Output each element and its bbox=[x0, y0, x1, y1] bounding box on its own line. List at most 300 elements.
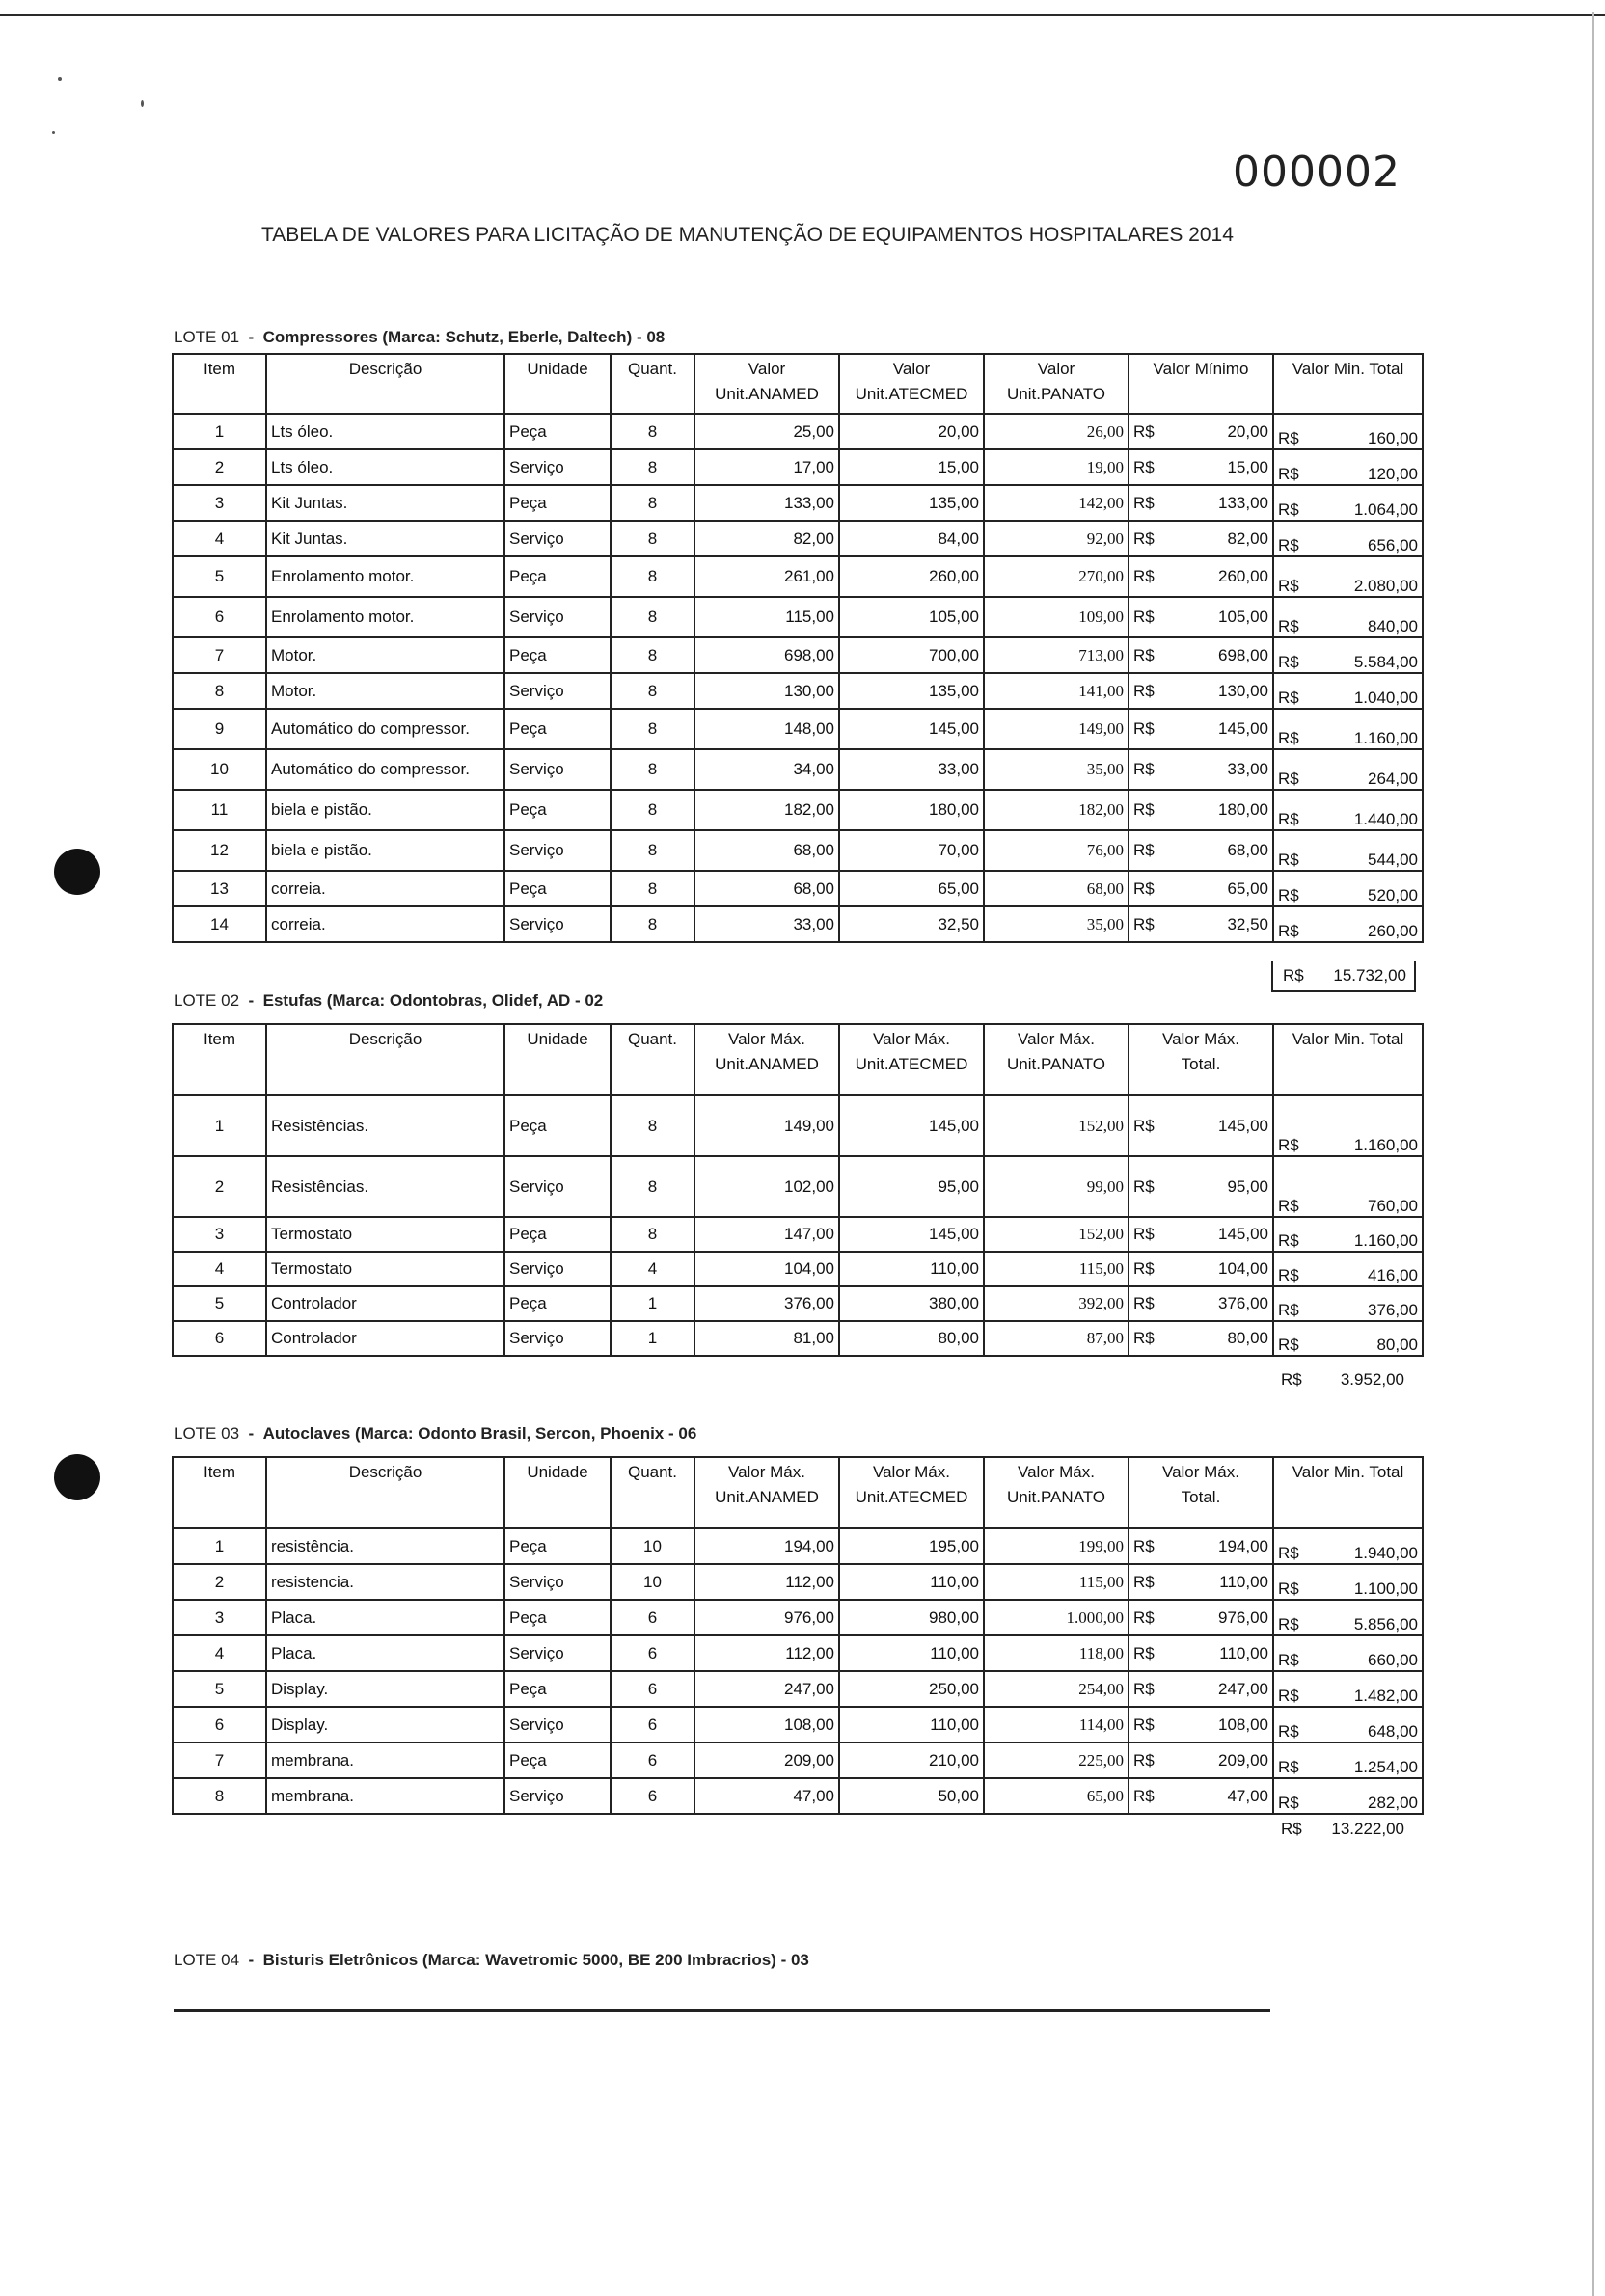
lote-01-heading: LOTE 01 - Compressores (Marca: Schutz, Eberle, Daltech) - 08 bbox=[174, 328, 666, 346]
cell-item: 14 bbox=[173, 906, 266, 942]
cell-atecmed: 145,00 bbox=[839, 709, 984, 749]
cell-item: 1 bbox=[173, 414, 266, 449]
header-description: Descrição bbox=[266, 1024, 504, 1095]
cell-unit: Serviço bbox=[504, 1778, 611, 1814]
cell-anamed: 130,00 bbox=[694, 673, 839, 709]
cell-min-total: R$ 282,00 bbox=[1273, 1778, 1423, 1814]
cell-panato: 92,00 bbox=[984, 521, 1129, 556]
table-row bbox=[173, 1286, 1423, 1321]
cell-item: 12 bbox=[173, 830, 266, 871]
cell-panato: 152,00 bbox=[984, 1095, 1129, 1156]
cell-min-total: R$ 5.856,00 bbox=[1273, 1600, 1423, 1635]
cell-item: 2 bbox=[173, 1156, 266, 1217]
cell-panato: 254,00 bbox=[984, 1671, 1129, 1707]
header-description: Descrição bbox=[266, 354, 504, 414]
currency-symbol: R$ bbox=[1278, 465, 1299, 483]
currency-symbol: R$ bbox=[1278, 1722, 1299, 1741]
cell-panato: 115,00 bbox=[984, 1564, 1129, 1600]
cell-panato: 35,00 bbox=[984, 906, 1129, 942]
cell-description: resistência. bbox=[266, 1528, 504, 1564]
cell-min-total: R$ 260,00 bbox=[1273, 906, 1423, 942]
cell-min-value: R$ 145,00 bbox=[1129, 1217, 1273, 1252]
cell-min-value: R$ 68,00 bbox=[1129, 830, 1273, 871]
cell-min-total: R$ 1.482,00 bbox=[1273, 1671, 1423, 1707]
header-anamed: Valor Máx. Unit.ANAMED bbox=[694, 1024, 839, 1095]
cell-atecmed: 380,00 bbox=[839, 1286, 984, 1321]
currency-symbol: R$ bbox=[1133, 1536, 1155, 1555]
right-scan-edge bbox=[1592, 12, 1594, 2296]
currency-symbol: R$ bbox=[1278, 689, 1299, 707]
currency-symbol: R$ bbox=[1133, 1715, 1155, 1734]
cell-unit: Serviço bbox=[504, 1707, 611, 1742]
cell-item: 13 bbox=[173, 871, 266, 906]
currency-symbol: R$ bbox=[1133, 567, 1155, 585]
cell-min-total: R$ 544,00 bbox=[1273, 830, 1423, 871]
currency-symbol: R$ bbox=[1278, 810, 1299, 828]
currency-symbol: R$ bbox=[1278, 886, 1299, 905]
cell-quantity: 8 bbox=[611, 637, 694, 673]
cell-item: 1 bbox=[173, 1528, 266, 1564]
header-quantity: Quant. bbox=[611, 354, 694, 414]
cell-min-total: R$ 1.100,00 bbox=[1273, 1564, 1423, 1600]
cell-quantity: 8 bbox=[611, 673, 694, 709]
cell-description: correia. bbox=[266, 871, 504, 906]
page-number: 000002 bbox=[1233, 148, 1401, 197]
cell-quantity: 8 bbox=[611, 906, 694, 942]
cell-item: 9 bbox=[173, 709, 266, 749]
header-max-total: Valor Máx. Total. bbox=[1129, 1457, 1273, 1528]
currency-symbol: R$ bbox=[1133, 719, 1155, 738]
cell-min-value: R$ 110,00 bbox=[1129, 1564, 1273, 1600]
cell-min-value: R$ 95,00 bbox=[1129, 1156, 1273, 1217]
cell-unit: Serviço bbox=[504, 597, 611, 637]
cell-atecmed: 210,00 bbox=[839, 1742, 984, 1778]
currency-symbol: R$ bbox=[1133, 493, 1155, 512]
scan-speck bbox=[141, 100, 144, 107]
cell-quantity: 8 bbox=[611, 1156, 694, 1217]
header-atecmed: Valor Unit.ATECMED bbox=[839, 354, 984, 414]
cell-min-total: R$ 80,00 bbox=[1273, 1321, 1423, 1356]
table-row bbox=[173, 414, 1423, 449]
cell-panato: 109,00 bbox=[984, 597, 1129, 637]
cell-min-total: R$ 120,00 bbox=[1273, 449, 1423, 485]
table-row bbox=[173, 1635, 1423, 1671]
cell-quantity: 6 bbox=[611, 1635, 694, 1671]
cell-description: Display. bbox=[266, 1707, 504, 1742]
cell-panato: 713,00 bbox=[984, 637, 1129, 673]
cell-quantity: 6 bbox=[611, 1671, 694, 1707]
cell-quantity: 8 bbox=[611, 556, 694, 597]
cell-unit: Serviço bbox=[504, 1252, 611, 1286]
cell-anamed: 33,00 bbox=[694, 906, 839, 942]
header-item: Item bbox=[173, 1457, 266, 1528]
cell-quantity: 4 bbox=[611, 1252, 694, 1286]
top-scan-edge bbox=[0, 14, 1605, 16]
currency-symbol: R$ bbox=[1278, 729, 1299, 747]
cell-quantity: 8 bbox=[611, 449, 694, 485]
currency-symbol: R$ bbox=[1133, 914, 1155, 933]
cell-min-total: R$ 648,00 bbox=[1273, 1707, 1423, 1742]
cell-unit: Peça bbox=[504, 637, 611, 673]
cell-anamed: 133,00 bbox=[694, 485, 839, 521]
table-row bbox=[173, 449, 1423, 485]
cell-atecmed: 700,00 bbox=[839, 637, 984, 673]
cell-panato: 118,00 bbox=[984, 1635, 1129, 1671]
currency-symbol: R$ bbox=[1278, 1615, 1299, 1634]
cell-min-value: R$ 80,00 bbox=[1129, 1321, 1273, 1356]
cell-min-value: R$ 108,00 bbox=[1129, 1707, 1273, 1742]
cell-min-total: R$ 2.080,00 bbox=[1273, 556, 1423, 597]
currency-symbol: R$ bbox=[1133, 1786, 1155, 1805]
header-item: Item bbox=[173, 1024, 266, 1095]
cell-item: 2 bbox=[173, 449, 266, 485]
cell-atecmed: 195,00 bbox=[839, 1528, 984, 1564]
cell-panato: 149,00 bbox=[984, 709, 1129, 749]
cell-anamed: 102,00 bbox=[694, 1156, 839, 1217]
cell-anamed: 698,00 bbox=[694, 637, 839, 673]
cell-atecmed: 32,50 bbox=[839, 906, 984, 942]
cell-description: Termostato bbox=[266, 1252, 504, 1286]
currency-symbol: R$ bbox=[1133, 681, 1155, 700]
cell-min-value: R$ 145,00 bbox=[1129, 709, 1273, 749]
cell-atecmed: 110,00 bbox=[839, 1707, 984, 1742]
cell-min-total: R$ 840,00 bbox=[1273, 597, 1423, 637]
cell-quantity: 10 bbox=[611, 1528, 694, 1564]
cell-anamed: 209,00 bbox=[694, 1742, 839, 1778]
cell-unit: Peça bbox=[504, 1286, 611, 1321]
lote-description: Autoclaves (Marca: Odonto Brasil, Sercon, Phoenix - 06 bbox=[262, 1424, 697, 1443]
cell-panato: 99,00 bbox=[984, 1156, 1129, 1217]
cell-atecmed: 980,00 bbox=[839, 1600, 984, 1635]
cell-item: 3 bbox=[173, 1600, 266, 1635]
cell-unit: Serviço bbox=[504, 1564, 611, 1600]
cell-min-value: R$ 260,00 bbox=[1129, 556, 1273, 597]
cell-panato: 152,00 bbox=[984, 1217, 1129, 1252]
header-panato: Valor Máx. Unit.PANATO bbox=[984, 1024, 1129, 1095]
currency-symbol: R$ bbox=[1133, 800, 1155, 819]
cell-description: Display. bbox=[266, 1671, 504, 1707]
lote-01-grand-total: R$ 15.732,00 bbox=[1271, 961, 1416, 992]
cell-anamed: 68,00 bbox=[694, 830, 839, 871]
header-item: Item bbox=[173, 354, 266, 414]
currency-symbol: R$ bbox=[1133, 760, 1155, 778]
header-min-total: Valor Min. Total bbox=[1273, 354, 1423, 414]
header-anamed: Valor Máx. Unit.ANAMED bbox=[694, 1457, 839, 1528]
cell-unit: Peça bbox=[504, 1528, 611, 1564]
cell-unit: Peça bbox=[504, 871, 611, 906]
currency-symbol: R$ bbox=[1278, 1794, 1299, 1812]
lote-03-table bbox=[172, 1456, 1424, 1815]
header-atecmed: Valor Máx. Unit.ATECMED bbox=[839, 1457, 984, 1528]
cell-atecmed: 110,00 bbox=[839, 1564, 984, 1600]
cell-panato: 199,00 bbox=[984, 1528, 1129, 1564]
cell-description: Lts óleo. bbox=[266, 449, 504, 485]
cell-min-total: R$ 1.160,00 bbox=[1273, 709, 1423, 749]
lote-04-heading: LOTE 04 - Bisturis Eletrônicos (Marca: Wavetromic 5000, BE 200 Imbracrios) - 03 bbox=[174, 1951, 809, 1969]
cell-min-value: R$ 376,00 bbox=[1129, 1286, 1273, 1321]
cell-atecmed: 95,00 bbox=[839, 1156, 984, 1217]
cell-item: 11 bbox=[173, 790, 266, 830]
cell-panato: 392,00 bbox=[984, 1286, 1129, 1321]
cell-anamed: 147,00 bbox=[694, 1217, 839, 1252]
table-row bbox=[173, 830, 1423, 871]
cell-item: 10 bbox=[173, 749, 266, 790]
cell-anamed: 261,00 bbox=[694, 556, 839, 597]
cell-atecmed: 80,00 bbox=[839, 1321, 984, 1356]
cell-min-value: R$ 15,00 bbox=[1129, 449, 1273, 485]
currency-symbol: R$ bbox=[1133, 1607, 1155, 1627]
cell-panato: 65,00 bbox=[984, 1778, 1129, 1814]
cell-atecmed: 145,00 bbox=[839, 1095, 984, 1156]
cell-min-value: R$ 47,00 bbox=[1129, 1778, 1273, 1814]
cell-anamed: 25,00 bbox=[694, 414, 839, 449]
cell-panato: 115,00 bbox=[984, 1252, 1129, 1286]
currency-symbol: R$ bbox=[1133, 645, 1155, 664]
cell-anamed: 82,00 bbox=[694, 521, 839, 556]
currency-symbol: R$ bbox=[1133, 528, 1155, 548]
cell-quantity: 8 bbox=[611, 485, 694, 521]
cell-item: 7 bbox=[173, 637, 266, 673]
header-unit: Unidade bbox=[504, 354, 611, 414]
currency-symbol: R$ bbox=[1133, 1116, 1155, 1135]
cell-panato: 19,00 bbox=[984, 449, 1129, 485]
cell-item: 8 bbox=[173, 1778, 266, 1814]
cell-min-total: R$ 1.040,00 bbox=[1273, 673, 1423, 709]
cell-anamed: 115,00 bbox=[694, 597, 839, 637]
cell-min-total: R$ 376,00 bbox=[1273, 1286, 1423, 1321]
header-panato: Valor Máx. Unit.PANATO bbox=[984, 1457, 1129, 1528]
cell-atecmed: 15,00 bbox=[839, 449, 984, 485]
cell-panato: 76,00 bbox=[984, 830, 1129, 871]
table-row bbox=[173, 1252, 1423, 1286]
page-title: TABELA DE VALORES PARA LICITAÇÃO DE MANUTENÇÃO DE EQUIPAMENTOS HOSPITALARES 2014 bbox=[261, 224, 1234, 246]
cell-item: 1 bbox=[173, 1095, 266, 1156]
cell-atecmed: 145,00 bbox=[839, 1217, 984, 1252]
header-unit: Unidade bbox=[504, 1024, 611, 1095]
cell-anamed: 104,00 bbox=[694, 1252, 839, 1286]
cell-description: Resistências. bbox=[266, 1095, 504, 1156]
cell-atecmed: 84,00 bbox=[839, 521, 984, 556]
currency-symbol: R$ bbox=[1278, 1266, 1299, 1284]
cell-item: 8 bbox=[173, 673, 266, 709]
cell-quantity: 1 bbox=[611, 1286, 694, 1321]
table-row bbox=[173, 1321, 1423, 1356]
table-row bbox=[173, 1742, 1423, 1778]
cell-description: correia. bbox=[266, 906, 504, 942]
cell-atecmed: 135,00 bbox=[839, 673, 984, 709]
cell-min-value: R$ 194,00 bbox=[1129, 1528, 1273, 1564]
table-row bbox=[173, 1671, 1423, 1707]
cell-item: 5 bbox=[173, 1286, 266, 1321]
cell-panato: 182,00 bbox=[984, 790, 1129, 830]
cell-unit: Serviço bbox=[504, 1635, 611, 1671]
cell-anamed: 17,00 bbox=[694, 449, 839, 485]
cell-min-value: R$ 247,00 bbox=[1129, 1671, 1273, 1707]
cell-anamed: 81,00 bbox=[694, 1321, 839, 1356]
cell-atecmed: 33,00 bbox=[839, 749, 984, 790]
cell-description: Enrolamento motor. bbox=[266, 556, 504, 597]
cell-unit: Serviço bbox=[504, 1156, 611, 1217]
cell-description: Enrolamento motor. bbox=[266, 597, 504, 637]
cell-unit: Peça bbox=[504, 1217, 611, 1252]
currency-symbol: R$ bbox=[1133, 608, 1155, 626]
currency-symbol: R$ bbox=[1278, 1544, 1299, 1562]
cell-anamed: 976,00 bbox=[694, 1600, 839, 1635]
currency-symbol: R$ bbox=[1133, 1225, 1155, 1243]
currency-symbol: R$ bbox=[1278, 1580, 1299, 1598]
table-row bbox=[173, 1600, 1423, 1635]
cell-min-value: R$ 32,50 bbox=[1129, 906, 1273, 942]
currency-symbol: R$ bbox=[1278, 1197, 1299, 1215]
cell-min-total: R$ 264,00 bbox=[1273, 749, 1423, 790]
cell-min-total: R$ 1.160,00 bbox=[1273, 1217, 1423, 1252]
cell-min-total: R$ 1.440,00 bbox=[1273, 790, 1423, 830]
cell-anamed: 149,00 bbox=[694, 1095, 839, 1156]
cell-panato: 114,00 bbox=[984, 1707, 1129, 1742]
currency-symbol: R$ bbox=[1278, 429, 1299, 447]
table-row bbox=[173, 1528, 1423, 1564]
cell-atecmed: 65,00 bbox=[839, 871, 984, 906]
header-max-total: Valor Máx. Total. bbox=[1129, 1024, 1273, 1095]
cell-item: 5 bbox=[173, 556, 266, 597]
cell-quantity: 8 bbox=[611, 749, 694, 790]
cell-description: biela e pistão. bbox=[266, 790, 504, 830]
cell-quantity: 10 bbox=[611, 1564, 694, 1600]
currency-symbol: R$ bbox=[1133, 1329, 1155, 1347]
cell-panato: 26,00 bbox=[984, 414, 1129, 449]
cell-unit: Serviço bbox=[504, 673, 611, 709]
cell-unit: Serviço bbox=[504, 749, 611, 790]
cell-min-value: R$ 209,00 bbox=[1129, 1742, 1273, 1778]
cell-quantity: 6 bbox=[611, 1742, 694, 1778]
cell-atecmed: 70,00 bbox=[839, 830, 984, 871]
cell-description: Automático do compressor. bbox=[266, 709, 504, 749]
table-row bbox=[173, 1778, 1423, 1814]
cell-min-total: R$ 1.064,00 bbox=[1273, 485, 1423, 521]
cell-quantity: 6 bbox=[611, 1707, 694, 1742]
cell-description: resistencia. bbox=[266, 1564, 504, 1600]
punch-hole bbox=[54, 849, 100, 895]
cell-anamed: 376,00 bbox=[694, 1286, 839, 1321]
cell-anamed: 112,00 bbox=[694, 1564, 839, 1600]
table-row bbox=[173, 1095, 1423, 1156]
cell-panato: 141,00 bbox=[984, 673, 1129, 709]
cell-quantity: 8 bbox=[611, 521, 694, 556]
cell-unit: Serviço bbox=[504, 1321, 611, 1356]
cell-min-total: R$ 416,00 bbox=[1273, 1252, 1423, 1286]
cell-item: 4 bbox=[173, 1252, 266, 1286]
cell-quantity: 8 bbox=[611, 709, 694, 749]
cell-item: 5 bbox=[173, 1671, 266, 1707]
cell-item: 3 bbox=[173, 485, 266, 521]
currency-symbol: R$ bbox=[1278, 1231, 1299, 1250]
cell-min-value: R$ 20,00 bbox=[1129, 414, 1273, 449]
table-row bbox=[173, 1156, 1423, 1217]
header-quantity: Quant. bbox=[611, 1457, 694, 1528]
header-quantity: Quant. bbox=[611, 1024, 694, 1095]
lote-description: Estufas (Marca: Odontobras, Olidef, AD - 02 bbox=[262, 991, 604, 1010]
cell-item: 2 bbox=[173, 1564, 266, 1600]
cell-min-value: R$ 133,00 bbox=[1129, 485, 1273, 521]
currency-symbol: R$ bbox=[1133, 1572, 1155, 1591]
cell-quantity: 8 bbox=[611, 597, 694, 637]
cell-unit: Serviço bbox=[504, 449, 611, 485]
header-panato: Valor Unit.PANATO bbox=[984, 354, 1129, 414]
scan-speck bbox=[58, 77, 62, 81]
cell-atecmed: 20,00 bbox=[839, 414, 984, 449]
cell-description: Kit Juntas. bbox=[266, 521, 504, 556]
cell-atecmed: 250,00 bbox=[839, 1671, 984, 1707]
cell-min-value: R$ 65,00 bbox=[1129, 871, 1273, 906]
cell-description: Placa. bbox=[266, 1635, 504, 1671]
lote-label: LOTE 02 bbox=[174, 991, 240, 1010]
scan-speck bbox=[52, 131, 55, 134]
cell-item: 6 bbox=[173, 597, 266, 637]
cell-min-value: R$ 82,00 bbox=[1129, 521, 1273, 556]
cell-min-value: R$ 180,00 bbox=[1129, 790, 1273, 830]
cell-atecmed: 260,00 bbox=[839, 556, 984, 597]
currency-symbol: R$ bbox=[1278, 653, 1299, 671]
cell-atecmed: 180,00 bbox=[839, 790, 984, 830]
cell-min-total: R$ 160,00 bbox=[1273, 414, 1423, 449]
cell-item: 3 bbox=[173, 1217, 266, 1252]
cell-panato: 87,00 bbox=[984, 1321, 1129, 1356]
cell-quantity: 6 bbox=[611, 1600, 694, 1635]
cell-description: Motor. bbox=[266, 637, 504, 673]
cell-atecmed: 110,00 bbox=[839, 1635, 984, 1671]
lote-03-grand-total: R$ 13.222,00 bbox=[1281, 1820, 1404, 1838]
currency-symbol: R$ bbox=[1278, 500, 1299, 519]
lote-02-heading: LOTE 02 - Estufas (Marca: Odontobras, Olidef, AD - 02 bbox=[174, 991, 604, 1010]
cell-unit: Peça bbox=[504, 709, 611, 749]
currency-symbol: R$ bbox=[1133, 1294, 1155, 1312]
cell-anamed: 194,00 bbox=[694, 1528, 839, 1564]
cell-panato: 68,00 bbox=[984, 871, 1129, 906]
cell-quantity: 6 bbox=[611, 1778, 694, 1814]
header-min-total: Valor Min. Total bbox=[1273, 1457, 1423, 1528]
currency-symbol: R$ bbox=[1133, 1176, 1155, 1196]
cell-min-value: R$ 145,00 bbox=[1129, 1095, 1273, 1156]
cell-panato: 1.000,00 bbox=[984, 1600, 1129, 1635]
cell-unit: Peça bbox=[504, 1095, 611, 1156]
cell-min-value: R$ 105,00 bbox=[1129, 597, 1273, 637]
table-row bbox=[173, 790, 1423, 830]
cell-min-total: R$ 5.584,00 bbox=[1273, 637, 1423, 673]
currency-symbol: R$ bbox=[1278, 770, 1299, 788]
cell-min-value: R$ 130,00 bbox=[1129, 673, 1273, 709]
cell-quantity: 1 bbox=[611, 1321, 694, 1356]
currency-symbol: R$ bbox=[1278, 922, 1299, 940]
cell-atecmed: 105,00 bbox=[839, 597, 984, 637]
lote-description: Compressores (Marca: Schutz, Eberle, Daltech) - 08 bbox=[262, 328, 666, 346]
cell-min-total: R$ 1.940,00 bbox=[1273, 1528, 1423, 1564]
cell-min-value: R$ 33,00 bbox=[1129, 749, 1273, 790]
cell-description: Controlador bbox=[266, 1321, 504, 1356]
currency-symbol: R$ bbox=[1278, 1687, 1299, 1705]
table-row bbox=[173, 637, 1423, 673]
cell-panato: 225,00 bbox=[984, 1742, 1129, 1778]
table-row bbox=[173, 709, 1423, 749]
cell-quantity: 8 bbox=[611, 1217, 694, 1252]
cell-quantity: 8 bbox=[611, 830, 694, 871]
cell-atecmed: 135,00 bbox=[839, 485, 984, 521]
currency-symbol: R$ bbox=[1133, 1679, 1155, 1698]
currency-symbol: R$ bbox=[1278, 1136, 1299, 1154]
cell-description: membrana. bbox=[266, 1742, 504, 1778]
cell-item: 4 bbox=[173, 1635, 266, 1671]
currency-symbol: R$ bbox=[1278, 536, 1299, 554]
cell-atecmed: 50,00 bbox=[839, 1778, 984, 1814]
